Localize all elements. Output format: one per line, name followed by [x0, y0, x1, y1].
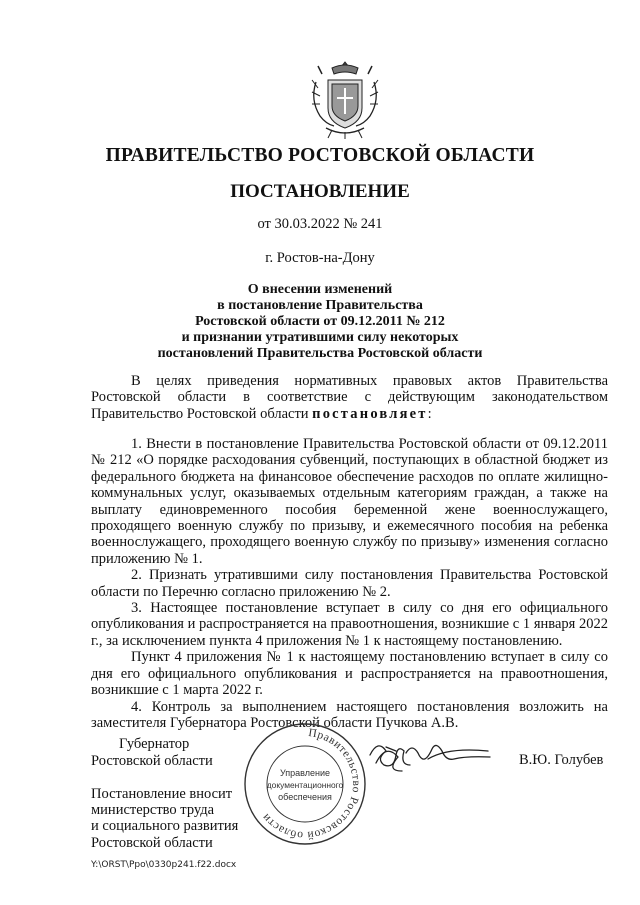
decree-item: 1. Внести в постановление Правительства Ростовской области от 09.12.2011 № 212 «О порядке расходования субвенций, поступающих в областной бюджет из федерального бюджета на финансовое обеспечение расходов по оплате жилищно-коммунальных услуг, оказываемых отдельным категориям граждан, а также на выплату единовременного пособия беременной жене военнослужащего, проходящего военную службу по призыву, и ежемесячного пособия на ребенка военнослужащего, проходящего военную службу по призыву» изменения согласно приложению № 1. [91, 436, 608, 567]
signatory-title [91, 736, 213, 770]
signatory-title-line: Губернатор [119, 736, 190, 752]
preamble-paragraph [91, 373, 608, 422]
document-date-number: от 30.03.2022 № 241 [257, 216, 383, 232]
file-path: Y:\ORST\Ppo\0330p241.f22.docx [91, 860, 237, 870]
subject-line: О внесении изменений [247, 282, 393, 297]
introduced-by-line: министерство труда [91, 802, 215, 819]
subject-line: и признании утратившими силу некоторых [181, 330, 459, 345]
seal-ring-text: Правительство Ростовской области [259, 726, 363, 842]
preamble-colon: : [427, 405, 432, 422]
seal-center-line: документационного [266, 780, 344, 790]
decree-item: 4. Контроль за выполнением настоящего постановления возложить на заместителя Губернатора Ростовской области Пучкова А.В. [91, 698, 608, 731]
seal-center-line: обеспечения [278, 792, 332, 802]
seal-center-line: Управление [279, 768, 331, 778]
preamble [91, 373, 608, 422]
document-type-heading: ПОСТАНОВЛЕНИЕ [230, 181, 410, 202]
subject-line: в постановление Правительства [217, 298, 423, 313]
signatory-name: В.Ю. Голубев [519, 752, 604, 768]
decree-item: 2. Признать утратившими силу постановления Правительства Ростовской области по Перечню согласно приложению № 2. [91, 567, 608, 600]
handwritten-signature [366, 735, 494, 781]
decree-item: 3. Настоящее постановление вступает в силу со дня его официального опубликования и распространяется на правоотношения, возникшие с 1 января 2022 г., за исключением пункта 4 приложения № 1 к настоящему постановлению. [91, 600, 608, 649]
decree-item: Пункт 4 приложения № 1 к настоящему постановлению вступает в силу со дня его официального опубликования и распространяется на правоотношения, возникшие с 1 марта 2022 г. [91, 649, 608, 699]
document-subject [0, 282, 640, 362]
coat-of-arms-icon [308, 58, 382, 140]
introduced-by-line: и социального развития [91, 818, 239, 835]
decree-items [91, 436, 608, 731]
official-seal [243, 722, 367, 846]
introduced-by [91, 786, 238, 851]
decree-keyword: постановляет [312, 405, 428, 422]
subject-line: постановлений Правительства Ростовской области [157, 346, 483, 361]
introduced-by-line: Постановление вносит [91, 786, 233, 802]
signatory-title-line: Ростовской области [91, 753, 213, 769]
subject-line: Ростовской области от 09.12.2011 № 212 [195, 314, 445, 329]
introduced-by-line: Ростовской области [91, 834, 213, 851]
document-city: г. Ростов-на-Дону [265, 250, 375, 266]
organization-title: ПРАВИТЕЛЬСТВО РОСТОВСКОЙ ОБЛАСТИ [105, 145, 535, 166]
preamble-text: В целях приведения нормативных правовых актов Правительства Ростовской области в соответствие с действующим законодательством Правительство Ростовской области [91, 373, 608, 422]
